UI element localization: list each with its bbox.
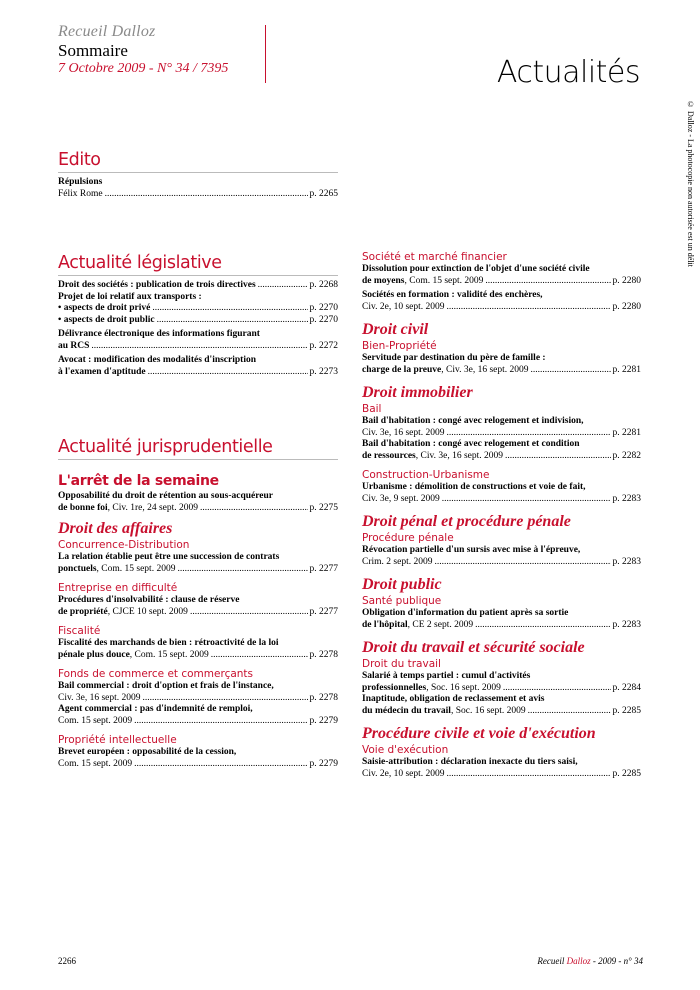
toc-entry[interactable] [58,280,338,326]
page-ref[interactable]: p. 2278 [309,692,338,703]
entry-title: de propriété [58,606,108,617]
entry-title: au RCS [58,340,90,351]
toc-entry[interactable] [58,595,338,618]
subheading: Entreprise en difficulté [58,582,178,594]
entry-title: Délivrance électronique des informations figurant [58,329,260,339]
page-ref[interactable]: p. 2283 [612,493,641,504]
leader-dots [528,706,611,718]
section-heading-edito: Edito [58,150,338,173]
entry-title: professionnelles [362,682,427,693]
subheading: Société et marché financier [362,251,507,263]
page-ref[interactable]: p. 2281 [612,364,641,375]
entry-title: Révocation partielle d'un sursis avec mise à l'épreuve, [362,545,581,555]
leader-dots [503,683,611,695]
page-ref[interactable]: p. 2280 [612,301,641,312]
entry-title: Urbanisme : démolition de constructions et voie de fait, [362,482,586,492]
entry-title: de ressources [362,450,416,461]
entry-title: La relation établie peut être une succession de contrats [58,552,280,562]
page-ref[interactable]: p. 2285 [612,705,641,716]
toc-entry[interactable] [362,608,641,631]
section-heading-jurisprudence: Actualité jurisprudentielle [58,437,338,460]
leader-dots [157,315,308,327]
subheading: Voie d'exécution [362,744,449,756]
toc-entry[interactable] [58,552,338,575]
toc-entry[interactable] [58,681,338,704]
entry-title: Bail commercial : droit d'option et frais de l'instance, [58,681,274,691]
page-ref[interactable]: p. 2278 [309,649,338,660]
toc-entry[interactable] [58,638,338,661]
entry-title: Salarié à temps partiel : cumul d'activités [362,671,531,681]
toc-entry[interactable] [362,290,641,313]
entry-citation: , Com. 15 sept. 2009 [404,275,484,286]
rubric-heading: Droit du travail et sécurité sociale [362,639,585,656]
subheading: Bien-Propriété [362,340,437,352]
rubric-heading: Droit civil [362,321,429,338]
subheading: Propriété intellectuelle [58,734,177,746]
page-ref[interactable]: p. 2283 [612,619,641,630]
toc-entry[interactable] [58,177,338,200]
leader-dots [505,451,610,463]
entry-title: Procédures d'insolvabilité : clause de réserve [58,595,240,605]
entry-title: pénale plus douce [58,649,130,660]
rubric-heading: Procédure civile et voie d'exécution [362,725,596,742]
entry-title: • aspects de droit public [58,314,155,325]
entry-title: de moyens [362,275,405,286]
page-ref[interactable]: p. 2275 [309,502,338,513]
entry-citation: , CE 2 sept. 2009 [407,619,474,630]
leader-dots [134,716,307,728]
toc-entry[interactable] [58,355,338,378]
subheading: Procédure pénale [362,532,454,544]
entry-title: Bail d'habitation : congé avec relogement et condition [362,439,580,449]
toc-entry[interactable] [58,491,338,514]
entry-title: de l'hôpital [362,619,408,630]
entry-title: Avocat : modification des modalités d'inscription [58,355,257,365]
leader-dots [91,341,307,353]
entry-title: Obligation d'information du patient après sa sortie [362,608,569,618]
rubric-heading: Droit pénal et procédure pénale [362,513,571,530]
legislative-section [58,253,338,378]
toc-entry[interactable] [362,482,641,505]
entry-citation: Civ. 3e, 16 sept. 2009 [362,427,445,438]
journal-name: Recueil [537,956,567,966]
subheading: Bail [362,403,382,415]
entry-title: Projet de loi relatif aux transports : [58,291,202,302]
leader-dots [531,365,611,377]
entry-title: à l'examen d'aptitude [58,366,146,377]
toc-entry[interactable] [58,747,338,770]
journal-brand: Dalloz [566,956,591,966]
subheading: Fiscalité [58,625,101,637]
entry-title: Saisie-attribution : déclaration inexacte du tiers saisi, [362,757,578,767]
entry-citation: Com. 15 sept. 2009 [58,758,133,769]
entry-title: charge de la preuve [362,364,442,375]
leader-dots [177,564,307,576]
leader-dots [190,607,308,619]
entry-citation: , Civ. 1re, 24 sept. 2009 [107,502,199,513]
leader-dots [258,280,308,292]
edito-section [58,150,338,200]
entry-title: Opposabilité du droit de rétention au sous-acquéreur [58,491,274,501]
entry-citation: , Civ. 3e, 16 sept. 2009 [441,364,529,375]
entry-title: Répulsions [58,177,103,187]
toc-entry[interactable] [58,704,338,727]
entry-citation: Civ. 2e, 10 sept. 2009 [362,768,445,779]
page-ref[interactable]: p. 2268 [309,280,338,290]
entry-title: Sociétés en formation : validité des enchères, [362,290,543,300]
page-ref[interactable]: p. 2281 [612,427,641,438]
entry-title: ponctuels [58,563,97,574]
leader-dots [485,276,610,288]
page-ref[interactable]: p. 2285 [612,768,641,779]
masthead-issue: 7 Octobre 2009 - N° 34 / 7395 [58,61,229,76]
page-ref[interactable]: p. 2277 [309,563,338,574]
toc-entry[interactable] [362,694,641,717]
jurisprudence-section [58,437,338,770]
page-ref[interactable]: p. 2284 [612,682,641,693]
entry-title: • aspects de droit privé [58,303,151,313]
leader-dots [105,189,308,201]
toc-entry[interactable] [362,545,641,568]
rubric-heading: Droit immobilier [362,384,473,401]
subheading: Construction-Urbanisme [362,469,490,481]
leader-dots [434,557,610,569]
page-ref[interactable]: p. 2270 [309,303,338,313]
leader-dots [442,494,611,506]
entry-title: Brevet européen : opposabilité de la cession, [58,747,237,757]
masthead-title: Sommaire [58,41,128,60]
leader-dots [211,650,308,662]
subheading: Fonds de commerce et commerçants [58,668,254,680]
entry-title: du médecin du travail [362,705,451,716]
entry-citation: Crim. 2 sept. 2009 [362,556,433,567]
entry-citation: , Com. 15 sept. 2009 [129,649,209,660]
rubric-heading: L'arrêt de la semaine [58,473,219,489]
toc-entry[interactable] [362,264,641,287]
page-ref[interactable]: p. 2272 [309,340,338,351]
entry-title: de bonne foi [58,502,108,513]
leader-dots [134,759,307,771]
entry-title: Droit des sociétés : publication de trois directives [58,280,256,290]
entry-citation: Civ. 2e, 10 sept. 2009 [362,301,445,312]
page-ref[interactable]: p. 2282 [612,450,641,461]
page-ref[interactable]: p. 2265 [309,188,338,199]
entry-title: Agent commercial : pas d'indemnité de remploi, [58,704,253,714]
entry-author: Félix Rome [58,188,103,199]
subheading: Santé publique [362,595,442,607]
page-ref[interactable]: p. 2280 [612,275,641,286]
leader-dots [143,693,308,705]
copyright-notice: © Dalloz - La photocopie non autorisée est un délit [686,100,695,267]
leader-dots [200,503,307,515]
page-ref[interactable]: p. 2279 [309,715,338,726]
entry-citation: Civ. 3e, 9 sept. 2009 [362,493,440,504]
section-title: Actualités [496,55,640,90]
leader-dots [475,620,610,632]
toc-entry[interactable] [362,757,641,780]
entry-title: Inaptitude, obligation de reclassement et avis [362,694,545,704]
leader-dots [152,303,307,315]
entry-title: Bail d'habitation : congé avec relogement et indivision, [362,416,584,426]
page-ref[interactable]: p. 2283 [612,556,641,567]
right-column [362,250,641,780]
journal-reference [537,956,643,966]
entry-citation: , Com. 15 sept. 2009 [96,563,176,574]
entry-title: Dissolution pour extinction de l'objet d'une société civile [362,264,590,274]
page-ref[interactable]: p. 2270 [309,314,338,325]
section-heading-legislative: Actualité législative [58,253,338,276]
page-ref[interactable]: p. 2273 [309,366,338,377]
toc-entry[interactable] [362,416,641,439]
entry-citation: Com. 15 sept. 2009 [58,715,133,726]
leader-dots [447,769,611,781]
journal-issue: - 2009 - n° 34 [590,956,643,966]
entry-title: Servitude par destination du père de famille : [362,353,546,363]
subheading: Droit du travail [362,658,441,670]
rubric-heading: Droit des affaires [58,520,173,537]
entry-citation: , Civ. 3e, 16 sept. 2009 [415,450,504,461]
toc-entry[interactable] [362,671,641,694]
subheading: Concurrence-Distribution [58,539,190,551]
toc-entry[interactable] [362,353,641,376]
masthead-brand: Recueil Dalloz [58,23,156,40]
page-ref[interactable]: p. 2279 [309,758,338,769]
leader-dots [447,302,611,314]
leader-dots [148,367,308,379]
leader-dots [447,428,611,440]
entry-title: Fiscalité des marchands de bien : rétroactivité de la loi [58,638,279,648]
page-ref[interactable]: p. 2277 [309,606,338,617]
entry-citation: Civ. 3e, 16 sept. 2009 [58,692,141,703]
entry-citation: , CJCE 10 sept. 2009 [107,606,188,617]
toc-entry[interactable] [58,329,338,352]
masthead-divider [265,25,266,83]
entry-citation: , Soc. 16 sept. 2009 [450,705,526,716]
page-number: 2266 [58,956,76,966]
toc-entry[interactable] [362,439,641,462]
rubric-heading: Droit public [362,576,442,593]
entry-citation: , Soc. 16 sept. 2009 [426,682,501,693]
